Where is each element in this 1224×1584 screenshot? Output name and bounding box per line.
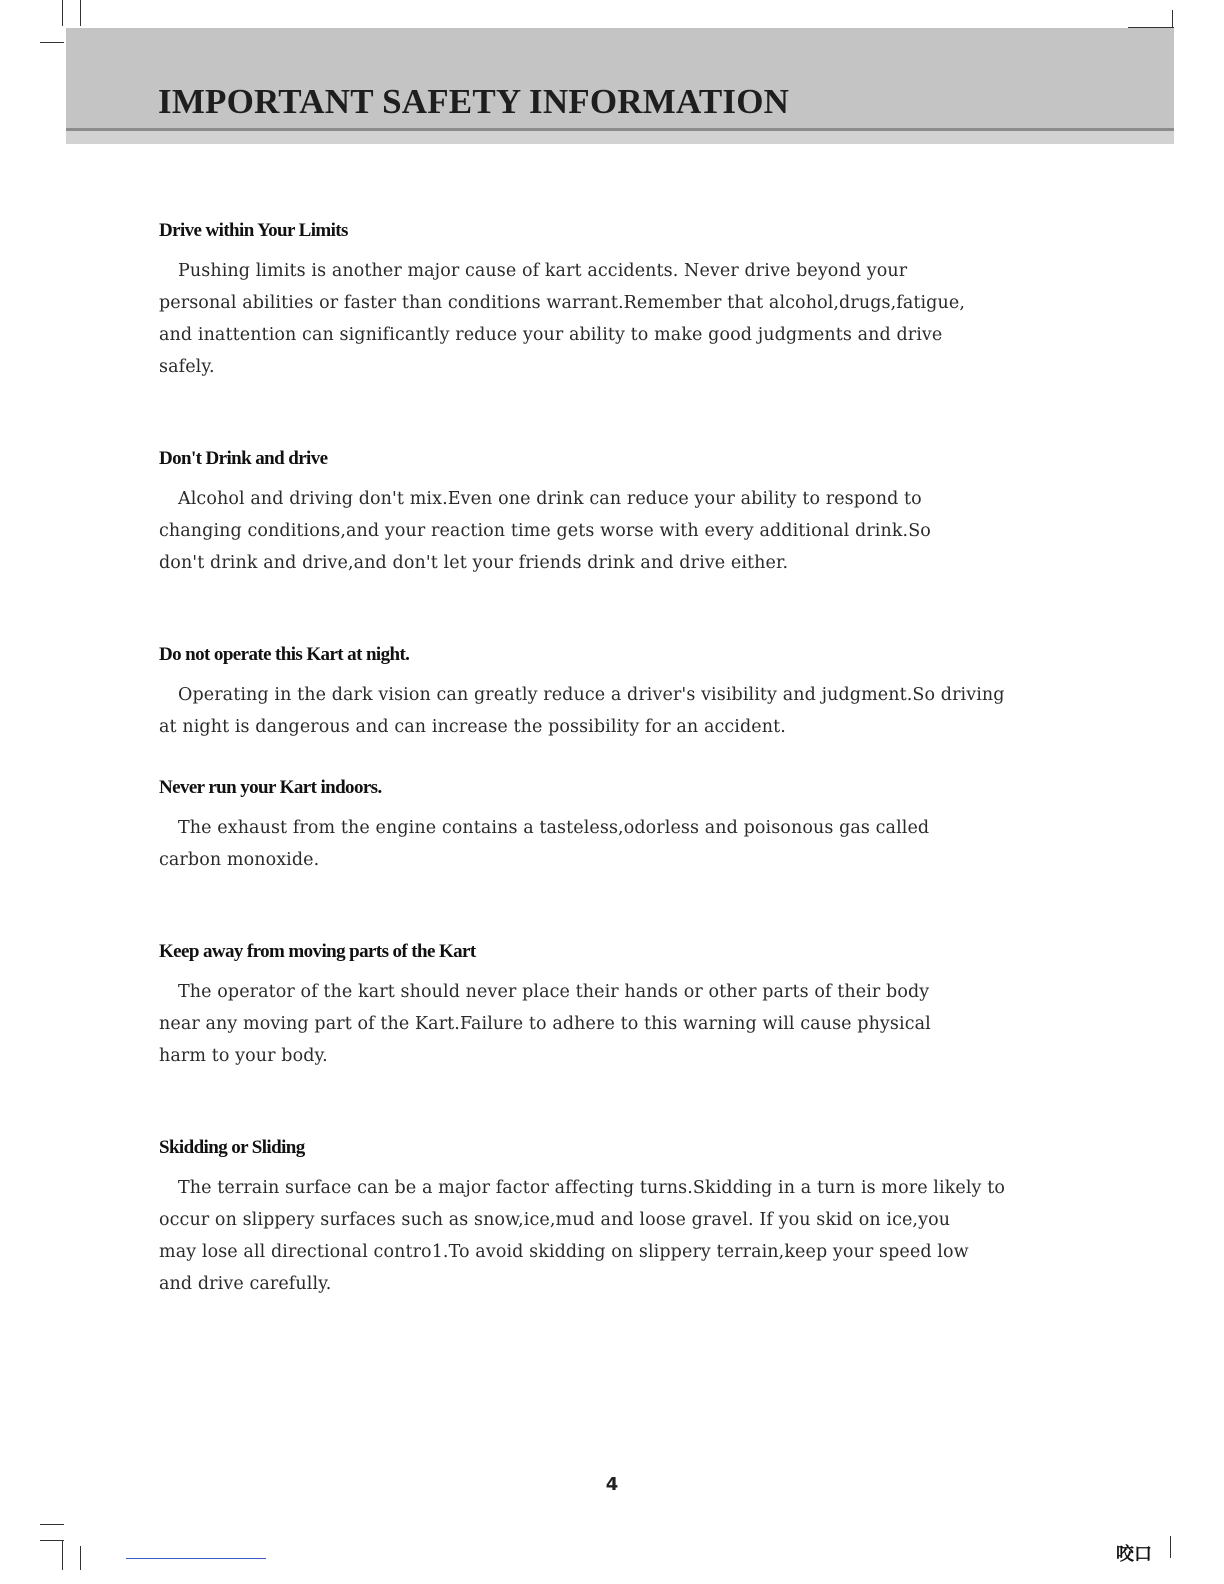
header-rule [66, 128, 1174, 144]
section-never-run-indoors [159, 776, 1119, 876]
body-line: may lose all directional contro1.To avoid skidding on slippery terrain,keep your speed low [159, 1242, 969, 1262]
body-line: The exhaust from the engine contains a tasteless,odorless and poisonous gas called [178, 818, 930, 838]
section-body [159, 255, 1119, 383]
section-heading: Drive within Your Limits [159, 220, 348, 241]
body-line: Operating in the dark vision can greatly reduce a driver's visibility and judgment.So driving [178, 685, 1005, 705]
section-heading: Do not operate this Kart at night. [159, 644, 410, 665]
section-body [159, 679, 1119, 743]
section-body [159, 1172, 1119, 1300]
crop-mark-bottom-left-h1 [40, 1524, 64, 1525]
section-skidding-or-sliding [159, 1136, 1119, 1300]
body-line: and inattention can significantly reduce your ability to make good judgments and drive [159, 325, 943, 345]
section-moving-parts [159, 940, 1119, 1072]
body-line: changing conditions,and your reaction time gets worse with every additional drink.So [159, 521, 931, 541]
body-line: occur on slippery surfaces such as snow,ice,mud and loose gravel. If you skid on ice,you [159, 1210, 951, 1230]
body-line: The terrain surface can be a major factor affecting turns.Skidding in a turn is more likely to [178, 1178, 1005, 1198]
footer-corner-mark: 咬口 [1116, 1544, 1152, 1565]
section-drive-within-limits [159, 219, 1119, 383]
section-body [159, 812, 1119, 876]
body-line: near any moving part of the Kart.Failure to adhere to this warning will cause physical [159, 1014, 931, 1034]
section-dont-drink-and-drive [159, 447, 1119, 579]
section-heading: Skidding or Sliding [159, 1137, 305, 1158]
body-line: and drive carefully. [159, 1274, 332, 1294]
body-line: Pushing limits is another major cause of kart accidents. Never drive beyond your [178, 261, 908, 281]
page-number: 4 [605, 1474, 619, 1495]
crop-mark-bottom-left-h2 [40, 1540, 64, 1541]
crop-mark-bottom-left-v1 [62, 1540, 63, 1570]
section-heading: Don't Drink and drive [159, 448, 328, 469]
body-line: don't drink and drive,and don't let your friends drink and drive either. [159, 553, 789, 573]
crop-mark-top-left-h1 [40, 42, 64, 43]
body-line: harm to your body. [159, 1046, 328, 1066]
body-line: safely. [159, 357, 215, 377]
footer-underline [126, 1558, 266, 1559]
section-heading: Keep away from moving parts of the Kart [159, 941, 476, 962]
body-line: personal abilities or faster than conditions warrant.Remember that alcohol,drugs,fatigue, [159, 293, 965, 313]
crop-mark-top-left-v2 [80, 0, 81, 26]
crop-mark-bottom-right-v [1170, 1536, 1171, 1558]
crop-mark-top-left-v1 [62, 0, 63, 26]
crop-mark-top-right-v [1172, 10, 1173, 28]
page-title: IMPORTANT SAFETY INFORMATION [158, 82, 790, 121]
section-body [159, 976, 1119, 1072]
body-line: carbon monoxide. [159, 850, 320, 870]
body-line: The operator of the kart should never place their hands or other parts of their body [178, 982, 930, 1002]
body-line: Alcohol and driving don't mix.Even one drink can reduce your ability to respond to [178, 489, 922, 509]
section-body [159, 483, 1119, 579]
body-line: at night is dangerous and can increase the possibility for an accident. [159, 717, 786, 737]
section-no-night-operation [159, 643, 1119, 743]
crop-mark-bottom-left-v2 [80, 1546, 81, 1570]
section-heading: Never run your Kart indoors. [159, 777, 382, 798]
